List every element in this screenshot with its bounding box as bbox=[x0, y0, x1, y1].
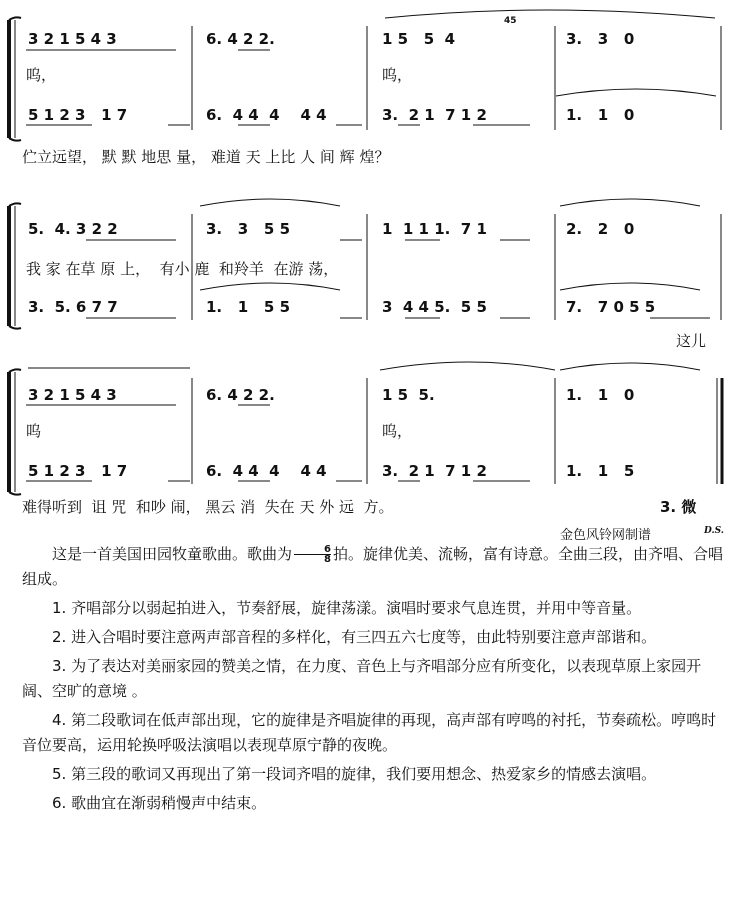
notes-item-3: 3. 为了表达对美丽家园的赞美之情，在力度、音色上与齐唱部分应有所变化，以表现草原上家园开阔、空旷的意境 。 bbox=[22, 657, 702, 700]
s2-upper-m1: 5. 4. 3 2 2 bbox=[28, 220, 118, 238]
s2-upper-m2: 3. 3 5 5 bbox=[206, 220, 291, 238]
notes-intro bbox=[22, 542, 728, 592]
s1-grace-notes: 45 bbox=[504, 16, 517, 26]
s2-lyric-upper: 我 家 在草 原 上， 有小 鹿 和羚羊 在游 荡， bbox=[26, 260, 339, 278]
s3-upper-m2: 6. 4 2 2. bbox=[206, 386, 275, 404]
s2-upper-m4: 2. 2 0 bbox=[566, 220, 635, 238]
s2-lyric-lower-end: 这儿 bbox=[676, 332, 707, 350]
s3-lyric-lower-end: 3. 微 bbox=[660, 498, 697, 516]
s1-lyric-upper-2: 呜， bbox=[382, 66, 413, 84]
notes-item-1: 1. 齐唱部分以弱起拍进入，节奏舒展，旋律荡漾。演唱时要求气息连贯，并用中等音量。 bbox=[52, 599, 642, 617]
s1-upper-m3: 1 5 5 4 bbox=[382, 30, 456, 48]
s3-lower-m1: 5 1 2 3 1 7 bbox=[28, 462, 128, 480]
s1-lyric-upper-1: 呜， bbox=[26, 66, 57, 84]
s2-lower-m1: 3. 5. 6 7 7 bbox=[28, 298, 118, 316]
time-sig-top: 6 bbox=[324, 544, 331, 555]
s3-lower-m2: 6. 4 4 4 4 4 bbox=[206, 462, 327, 480]
s1-lower-m3: 3. 2 1 7 1 2 bbox=[382, 106, 487, 124]
s2-lower-m3: 3 4 4 5. 5 5 bbox=[382, 298, 487, 316]
s1-upper-m1: 3 2 1 5 4 3 bbox=[28, 30, 117, 48]
notes-item-5: 5. 第三段的歌词又再现出了第一段词齐唱的旋律，我们要用想念、热爱家乡的情感去演唱。 bbox=[52, 765, 657, 783]
credit-text: 金色风铃网制谱 bbox=[560, 528, 652, 543]
s2-lower-m2: 1. 1 5 5 bbox=[206, 298, 291, 316]
s2-upper-m3: 1 1 1 1. 7 1 bbox=[382, 220, 487, 238]
s3-lyric-upper-1: 呜 bbox=[26, 422, 42, 440]
s3-lower-m4: 1. 1 5 bbox=[566, 462, 635, 480]
s1-upper-m4: 3. 3 0 bbox=[566, 30, 635, 48]
s1-upper-m2: 6. 4 2 2. bbox=[206, 30, 275, 48]
s3-lower-m3: 3. 2 1 7 1 2 bbox=[382, 462, 487, 480]
intro-text-post: 拍。旋律优美、流畅，富有诗意。全曲三段，由齐唱、合唱组成。 bbox=[22, 545, 723, 588]
notes-section bbox=[22, 542, 728, 820]
time-signature bbox=[294, 545, 331, 564]
s3-upper-m4: 1. 1 0 bbox=[566, 386, 635, 404]
s3-upper-m3: 1 5 5. bbox=[382, 386, 435, 404]
s1-lower-m1: 5 1 2 3 1 7 bbox=[28, 106, 128, 124]
s1-lower-m2: 6. 4 4 4 4 4 bbox=[206, 106, 327, 124]
notes-item-6: 6. 歌曲宜在渐弱稍慢声中结束。 bbox=[52, 794, 267, 812]
s3-lyric-lower: 难得听到 诅 咒 和吵 闹， 黑云 消 失在 天 外 远 方。 bbox=[22, 498, 394, 516]
s2-lower-m4: 7. 7 0 5 5 bbox=[566, 298, 656, 316]
ds-mark: D.S. bbox=[704, 526, 724, 536]
s1-lyric-lower: 伫立远望， 默 默 地思 量， 难道 天 上比 人 间 辉 煌？ bbox=[22, 148, 390, 166]
s3-upper-m1: 3 2 1 5 4 3 bbox=[28, 386, 117, 404]
notes-item-4: 4. 第二段歌词在低声部出现，它的旋律是齐唱旋律的再现，高声部有哼鸣的衬托，节奏疏松。哼鸣时音位要高，运用轮换呼吸法演唱以表现草原宁静的夜晚。 bbox=[22, 711, 717, 754]
time-sig-bottom: 8 bbox=[294, 554, 331, 564]
s3-lyric-upper-2: 呜， bbox=[382, 422, 413, 440]
intro-text-pre: 这是一首美国田园牧童歌曲。歌曲为 bbox=[52, 545, 293, 563]
s1-lower-m4: 1. 1 0 bbox=[566, 106, 635, 124]
notes-item-2: 2. 进入合唱时要注意两声部音程的多样化，有三四五六七度等，由此特别要注意声部谐和。 bbox=[52, 628, 657, 646]
